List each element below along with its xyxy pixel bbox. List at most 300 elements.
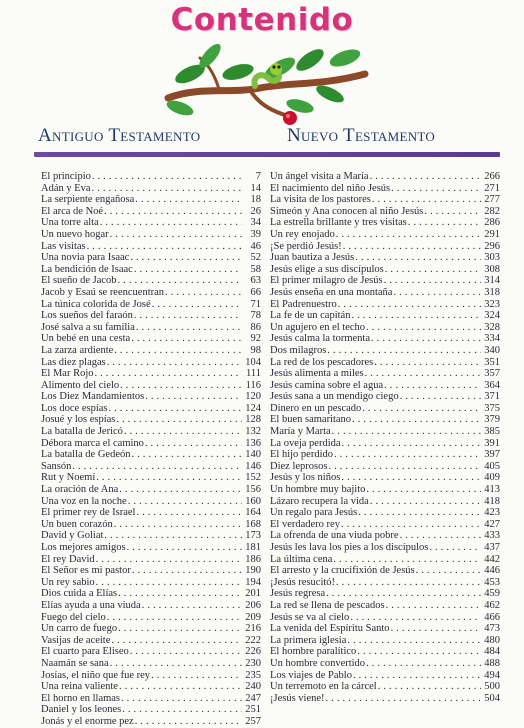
dot-leader — [391, 623, 481, 635]
snake-eye-icon — [272, 65, 275, 68]
toc-entry — [270, 310, 500, 322]
entry-title: El arresto y la crucifixión de Jesús — [270, 565, 415, 577]
toc-entry — [270, 623, 500, 635]
entry-title: El rey David — [41, 553, 95, 565]
dot-leader — [353, 670, 481, 682]
entry-page-number: 409 — [484, 472, 500, 484]
toc-entry — [270, 252, 500, 264]
leaf-icon — [221, 61, 256, 83]
entry-title: Un buen corazón — [41, 518, 113, 530]
toc-entry — [270, 380, 500, 392]
entry-page-number: 351 — [484, 356, 500, 368]
entry-page-number: 466 — [484, 611, 500, 623]
entry-page-number: 303 — [484, 252, 500, 264]
entry-title: Jesús sana a un mendigo ciego — [270, 391, 399, 403]
dot-leader — [136, 322, 242, 334]
dot-leader — [366, 484, 481, 496]
dot-leader — [362, 403, 481, 415]
dot-leader — [365, 368, 481, 380]
leaf-icon — [314, 82, 346, 106]
entry-title: La última cena — [270, 553, 333, 565]
branch-illustration — [160, 36, 370, 126]
dot-leader — [332, 426, 481, 438]
entry-page-number: 209 — [245, 611, 261, 623]
entry-title: El arca de Noé — [41, 205, 104, 217]
entry-page-number: 473 — [484, 623, 500, 635]
entry-title: El buen samaritano — [270, 414, 352, 426]
entry-title: Los Diez Mandamientos — [41, 391, 145, 403]
entry-title: Un hombre convertido — [270, 657, 366, 669]
entry-title: Un agujero en el techo — [270, 321, 366, 333]
toc-entry — [41, 414, 261, 426]
toc-entry — [41, 716, 261, 728]
entry-title: La primera iglesia — [270, 634, 347, 646]
entry-title: Juan bautiza a Jesús — [270, 252, 355, 264]
toc-entry — [41, 496, 261, 508]
entry-title: El Señor es mi pastor — [41, 565, 131, 577]
toc-entry — [270, 612, 500, 624]
dot-leader — [132, 449, 243, 461]
heading-divider — [34, 152, 500, 157]
dot-leader — [119, 484, 242, 496]
toc-entry — [270, 299, 500, 311]
entry-page-number: 427 — [484, 518, 500, 530]
toc-entry — [270, 577, 500, 589]
toc-entry — [41, 345, 261, 357]
entry-title: La visita de los pastores — [270, 194, 371, 206]
entry-page-number: 98 — [250, 344, 261, 356]
entry-title: Las visitas — [41, 240, 86, 252]
dot-leader — [121, 693, 242, 705]
entry-title: Rut y Noemí — [41, 472, 96, 484]
entry-title: Débora marca el camino — [41, 437, 144, 449]
entry-title: La túnica colorida de José — [41, 298, 151, 310]
page-header — [0, 0, 524, 122]
dot-leader — [326, 588, 481, 600]
dot-leader — [165, 287, 242, 299]
entry-page-number: 296 — [484, 240, 500, 252]
entry-title: La serpiente engañosa — [41, 194, 135, 206]
entry-title: Dos milagros — [270, 344, 327, 356]
dot-leader — [400, 530, 481, 542]
toc-entry — [270, 472, 500, 484]
toc-entry — [270, 554, 500, 566]
dot-leader — [408, 217, 481, 229]
entry-title: Una novia para Isaac — [41, 252, 130, 264]
dot-leader — [145, 391, 242, 403]
dot-leader — [400, 391, 481, 403]
dot-leader — [118, 275, 242, 287]
dot-leader — [151, 670, 242, 682]
entry-title: Jesús y los niños — [270, 472, 341, 484]
entry-page-number: 484 — [484, 646, 500, 658]
dot-leader — [371, 333, 481, 345]
dot-leader — [384, 275, 481, 287]
entry-title: Los doce espías — [41, 402, 108, 414]
dot-leader — [130, 252, 242, 264]
dot-leader — [110, 658, 242, 670]
dot-leader — [107, 357, 242, 369]
entry-title: La venida del Espíritu Santo — [270, 623, 390, 635]
entry-page-number: 271 — [484, 182, 500, 194]
entry-page-number: 86 — [250, 321, 261, 333]
toc-entry — [270, 217, 500, 229]
entry-page-number: 190 — [245, 565, 261, 577]
dot-leader — [372, 194, 481, 206]
toc-entry — [270, 229, 500, 241]
toc-entry — [41, 565, 261, 577]
toc-entry — [41, 171, 261, 183]
entry-page-number: 173 — [245, 530, 261, 542]
entry-page-number: 222 — [245, 634, 261, 646]
entry-title: Jesús les lava los pies a los discípulos — [270, 542, 429, 553]
toc-entry — [270, 438, 500, 450]
entry-page-number: 453 — [484, 576, 500, 588]
entry-page-number: 18 — [250, 194, 261, 206]
entry-page-number: 282 — [484, 205, 500, 217]
entry-title: Los sueños del faraón — [41, 310, 133, 322]
dot-leader — [120, 380, 242, 392]
toc-entry — [270, 519, 500, 531]
entry-title: Josué y los espías — [41, 414, 116, 426]
toc-entry — [41, 194, 261, 206]
dot-leader — [384, 380, 481, 392]
toc-entry — [41, 530, 261, 542]
entry-page-number: 277 — [484, 194, 500, 206]
entry-page-number: 164 — [245, 507, 261, 519]
entry-title: Jesús alimenta a miles — [270, 368, 364, 380]
toc-entry — [41, 542, 261, 554]
entry-page-number: 240 — [245, 681, 261, 693]
entry-title: ¡Jesús viene! — [270, 692, 325, 704]
dot-leader — [374, 357, 481, 369]
fruit-icon — [283, 111, 297, 125]
entry-title: Un regalo para Jesús — [270, 507, 358, 519]
entry-page-number: 488 — [484, 657, 500, 669]
dot-leader — [134, 310, 242, 322]
entry-page-number: 194 — [245, 576, 261, 588]
entry-page-number: 156 — [245, 484, 261, 496]
toc-entry — [41, 600, 261, 612]
dot-leader — [136, 507, 242, 519]
dot-leader — [338, 299, 481, 311]
entry-page-number: 111 — [246, 368, 261, 380]
dot-leader — [370, 496, 481, 508]
dot-leader — [352, 414, 481, 426]
dot-leader — [385, 264, 481, 276]
toc-entry — [41, 507, 261, 519]
entry-page-number: 168 — [245, 518, 261, 530]
new-testament-heading: Nuevo Testamento — [287, 125, 436, 146]
entry-title: El nacimiento del niño Jesús — [270, 182, 391, 194]
dot-leader — [145, 438, 242, 450]
entry-page-number: 206 — [245, 599, 261, 611]
toc-entry — [270, 241, 500, 253]
entry-page-number: 379 — [484, 414, 500, 426]
entry-page-number: 140 — [245, 449, 261, 461]
entry-title: Una torre alta — [41, 217, 99, 229]
toc-entry — [41, 403, 261, 415]
toc-entry — [270, 357, 500, 369]
toc-entry — [41, 577, 261, 589]
dot-leader — [341, 519, 481, 531]
entry-page-number: 181 — [245, 542, 261, 553]
toc-entry — [41, 646, 261, 658]
entry-title: Elías ayuda a una viuda — [41, 599, 141, 611]
entry-title: José salva a su familia — [41, 321, 135, 333]
entry-page-number: 235 — [245, 669, 261, 681]
dot-leader — [131, 333, 242, 345]
entry-page-number: 433 — [484, 530, 500, 542]
entry-title: El hijo perdido — [270, 449, 333, 461]
toc-entry — [41, 426, 261, 438]
toc-entry — [270, 588, 500, 600]
dot-leader — [327, 345, 481, 357]
toc-entry — [270, 542, 500, 554]
entry-title: Un rey enojado — [270, 228, 335, 240]
entry-title: Jesús enseña en una montaña — [270, 286, 393, 298]
toc-entry — [270, 391, 500, 403]
entry-page-number: 136 — [245, 437, 261, 449]
tree-twig — [250, 90, 288, 116]
toc-entry — [41, 333, 261, 345]
toc-entry — [41, 612, 261, 624]
entry-page-number: 146 — [245, 460, 261, 472]
entry-page-number: 216 — [245, 623, 261, 635]
toc-entry — [270, 646, 500, 658]
entry-page-number: 104 — [245, 356, 261, 368]
entry-title: La bendición de Isaac — [41, 263, 133, 275]
entry-page-number: 375 — [484, 402, 500, 414]
entry-title: Lázaro recupera la vida — [270, 495, 369, 507]
entry-page-number: 340 — [484, 344, 500, 356]
dot-leader — [393, 287, 481, 299]
dot-leader — [116, 414, 242, 426]
leaf-icon — [328, 46, 363, 70]
entry-page-number: 226 — [245, 646, 261, 658]
dot-leader — [333, 554, 481, 566]
entry-page-number: 324 — [484, 310, 500, 322]
toc-entry — [270, 275, 500, 287]
entry-page-number: 71 — [250, 298, 261, 310]
dot-leader — [111, 635, 242, 647]
dot-leader — [343, 241, 481, 253]
entry-title: Los viajes de Pablo — [270, 669, 352, 681]
entry-title: Vasijas de aceite — [41, 634, 111, 646]
entry-page-number: 371 — [484, 391, 500, 403]
dot-leader — [130, 646, 242, 658]
entry-title: El primer rey de Israel — [41, 507, 136, 519]
toc-entry — [41, 310, 261, 322]
toc-entry — [41, 484, 261, 496]
entry-title: Sansón — [41, 460, 72, 472]
entry-page-number: 251 — [245, 704, 261, 716]
toc-entry — [41, 693, 261, 705]
toc-entry — [270, 658, 500, 670]
fruit-highlight-icon — [286, 114, 290, 118]
entry-title: El horno en llamas — [41, 692, 121, 704]
dot-leader — [391, 183, 481, 195]
dot-leader — [110, 229, 242, 241]
entry-title: Fuego del cielo — [41, 611, 106, 623]
entry-title: Un rey sabio — [41, 576, 95, 588]
dot-leader — [114, 519, 242, 531]
page-title: Contenido — [170, 2, 354, 38]
toc-entry — [41, 670, 261, 682]
old-testament-heading: Antiguo Testamento — [38, 125, 201, 146]
entry-title: Las diez plagas — [41, 356, 106, 368]
toc-entry — [41, 681, 261, 693]
toc-entry — [270, 322, 500, 334]
toc-entry — [270, 670, 500, 682]
dot-leader — [128, 496, 242, 508]
toc-entry — [41, 322, 261, 334]
toc-entry — [270, 403, 500, 415]
entry-title: Una voz en la noche — [41, 495, 127, 507]
entry-page-number: 318 — [484, 286, 500, 298]
new-testament-list — [270, 171, 500, 704]
entry-title: Una reina valiente — [41, 681, 118, 693]
entry-page-number: 291 — [484, 228, 500, 240]
dot-leader — [118, 623, 242, 635]
entry-title: El primer milagro de Jesús — [270, 275, 383, 287]
entry-page-number: 78 — [250, 310, 261, 322]
entry-title: Daniel y los leones — [41, 704, 122, 716]
dot-leader — [429, 542, 481, 554]
toc-entry — [270, 345, 500, 357]
dot-leader — [96, 577, 242, 589]
toc-entry — [41, 264, 261, 276]
entry-page-number: 247 — [245, 692, 261, 704]
entry-page-number: 323 — [484, 298, 500, 310]
dot-leader — [328, 461, 481, 473]
toc-entry — [270, 414, 500, 426]
dot-leader — [96, 472, 242, 484]
entry-title: El Mar Rojo — [41, 368, 94, 380]
toc-entry — [41, 217, 261, 229]
dot-leader — [92, 183, 242, 195]
entry-page-number: 92 — [250, 333, 261, 345]
entry-page-number: 124 — [245, 402, 261, 414]
entry-page-number: 46 — [250, 240, 261, 252]
entry-page-number: 39 — [250, 228, 261, 240]
toc-entry — [270, 426, 500, 438]
toc-entry — [270, 206, 500, 218]
entry-page-number: 152 — [245, 472, 261, 484]
dot-leader — [347, 635, 481, 647]
toc-entry — [41, 380, 261, 392]
entry-page-number: 257 — [245, 715, 261, 727]
entry-title: Dinero en un pescado — [270, 402, 362, 414]
toc-entry — [41, 229, 261, 241]
dot-leader — [424, 206, 481, 218]
entry-page-number: 357 — [484, 368, 500, 380]
entry-title: Un ángel visita a María — [270, 171, 369, 182]
entry-page-number: 397 — [484, 449, 500, 461]
entry-page-number: 385 — [484, 426, 500, 438]
toc-entry — [41, 275, 261, 287]
toc-entry — [270, 333, 500, 345]
entry-page-number: 314 — [484, 275, 500, 287]
entry-title: La fe de un capitán — [270, 310, 351, 322]
dot-leader — [416, 565, 481, 577]
toc-entry — [270, 681, 500, 693]
entry-title: Naamán se sana — [41, 657, 109, 669]
entry-page-number: 160 — [245, 495, 261, 507]
toc-entry — [270, 171, 500, 183]
entry-title: El verdadero rey — [270, 518, 340, 530]
toc-entry — [270, 507, 500, 519]
toc-entry — [270, 287, 500, 299]
dot-leader — [118, 588, 242, 600]
dot-leader — [378, 681, 481, 693]
entry-title: Jesús regresa — [270, 588, 326, 600]
entry-page-number: 364 — [484, 379, 500, 391]
entry-page-number: 26 — [250, 205, 261, 217]
entry-page-number: 128 — [245, 414, 261, 426]
dot-leader — [108, 403, 242, 415]
leaf-icon — [293, 45, 327, 75]
entry-title: ¡Se perdió Jesús! — [270, 240, 342, 252]
toc-entry — [41, 206, 261, 218]
toc-entry — [41, 287, 261, 299]
dot-leader — [104, 530, 242, 542]
dot-leader — [127, 542, 242, 554]
dot-leader — [351, 310, 481, 322]
dot-leader — [358, 507, 481, 519]
dot-leader — [119, 681, 242, 693]
entry-title: El cuarto para Eliseo — [41, 646, 129, 658]
entry-title: El sueño de Jacob — [41, 275, 117, 287]
toc-entry — [270, 461, 500, 473]
toc-entry — [41, 438, 261, 450]
dot-leader — [96, 554, 242, 566]
dot-leader — [100, 217, 242, 229]
toc-entry — [41, 704, 261, 716]
entry-title: Un hombre muy bajito — [270, 484, 366, 496]
dot-leader — [107, 612, 242, 624]
entry-page-number: 116 — [245, 379, 261, 391]
dot-leader — [342, 438, 481, 450]
dot-leader — [370, 171, 481, 183]
entry-page-number: 58 — [250, 263, 261, 275]
toc-entry — [41, 588, 261, 600]
entry-title: Los mejores amigos — [41, 542, 126, 553]
entry-title: Diez leprosos — [270, 460, 328, 472]
toc-entry — [41, 299, 261, 311]
entry-page-number: 442 — [484, 553, 500, 565]
toc-entry — [270, 635, 500, 647]
entry-page-number: 504 — [484, 692, 500, 704]
entry-title: Jesús se va al cielo — [270, 611, 350, 623]
toc-entry — [270, 264, 500, 276]
entry-page-number: 308 — [484, 263, 500, 275]
toc-entry — [41, 519, 261, 531]
snake-head-icon — [270, 63, 282, 75]
entry-title: Adán y Eva — [41, 182, 91, 194]
entry-title: La oveja perdida — [270, 437, 341, 449]
dot-leader — [142, 600, 242, 612]
dot-leader — [92, 171, 242, 183]
dot-leader — [135, 716, 242, 728]
entry-title: David y Goliat — [41, 530, 104, 542]
entry-title: El Padrenuestro — [270, 298, 337, 310]
dot-leader — [114, 345, 242, 357]
dot-leader — [152, 299, 242, 311]
entry-title: Jonás y el enorme pez — [41, 715, 134, 727]
entry-title: La ofrenda de una viuda pobre — [270, 530, 399, 542]
toc-entry — [41, 449, 261, 461]
